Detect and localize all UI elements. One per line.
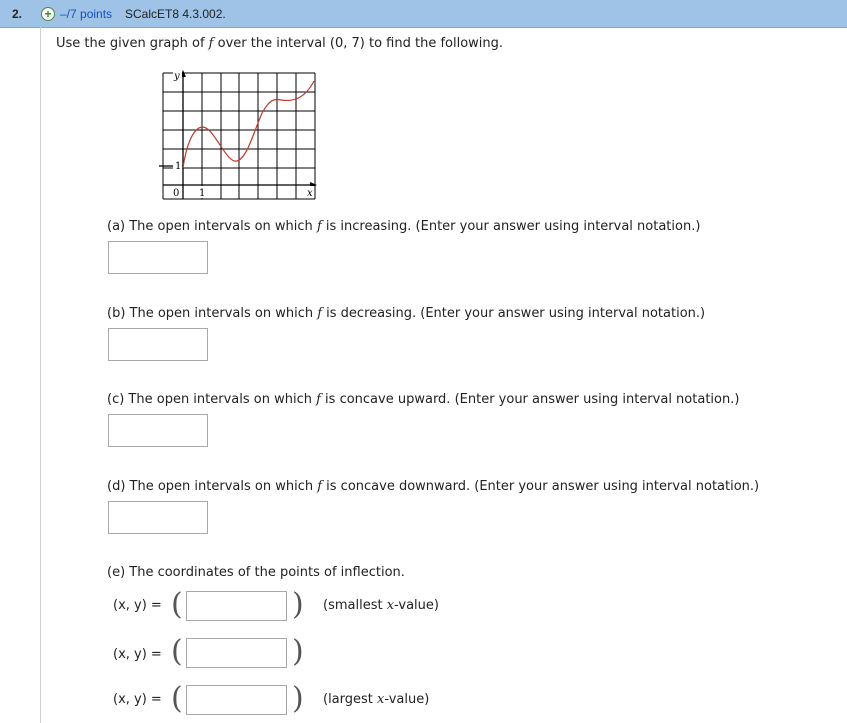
y-tick-label: 1: [175, 161, 182, 172]
inflection-3-note-prefix: (largest: [323, 692, 378, 707]
inflection-2-open-paren: (: [171, 634, 183, 669]
graph-axes: [159, 72, 315, 199]
graph-grid: [163, 73, 315, 199]
inflection-1-lhs: (x, y) =: [113, 598, 162, 613]
x-axis-label: x: [307, 188, 313, 199]
inflection-3-lhs: (x, y) =: [113, 692, 162, 707]
function-curve: [183, 81, 314, 168]
question-number: 2.: [12, 7, 23, 21]
inflection-2-input[interactable]: [186, 638, 287, 668]
part-d-func: f: [317, 479, 323, 494]
origin-label: 0: [173, 188, 180, 199]
inflection-3-input[interactable]: [186, 685, 287, 715]
part-a-prompt: [107, 219, 700, 234]
intro-text-before: Use the given graph of: [56, 36, 209, 51]
question-header: [0, 0, 847, 28]
part-d-rest: is concave downward. (Enter your answer using interval notation.): [322, 479, 760, 494]
expand-plus-icon[interactable]: +: [41, 7, 55, 21]
inflection-1-open-paren: (: [171, 587, 183, 622]
part-c-label: (c) The open intervals on which: [107, 392, 317, 407]
inflection-3-open-paren: (: [171, 681, 183, 716]
intro-text-after: over the interval (0, 7) to find the following.: [213, 36, 504, 51]
inflection-1-input[interactable]: [186, 591, 287, 621]
inflection-2-lhs: (x, y) =: [113, 647, 162, 662]
inflection-1-note: [323, 598, 439, 613]
part-b-label: (b) The open intervals on which: [107, 306, 318, 321]
y-axis-label: y: [174, 71, 180, 82]
part-a-func: f: [316, 219, 322, 234]
function-graph: [159, 68, 319, 204]
part-d-prompt: [107, 479, 759, 494]
part-c-rest: is concave upward. (Enter your answer using interval notation.): [320, 392, 740, 407]
x-tick-label: 1: [199, 188, 206, 199]
intro-func: f: [208, 36, 214, 51]
part-b-rest: is decreasing. (Enter your answer using interval notation.): [322, 306, 706, 321]
inflection-1-note-suffix: -value): [394, 598, 439, 613]
part-d-label: (d) The open intervals on which: [107, 479, 318, 494]
part-a-label: (a) The open intervals on which: [107, 219, 317, 234]
part-a-answer-input[interactable]: [108, 241, 208, 274]
inflection-2-close-paren: ): [292, 634, 304, 669]
part-c-func: f: [316, 392, 321, 407]
question-intro: [56, 36, 503, 51]
left-divider: [40, 27, 41, 723]
inflection-1-close-paren: ): [292, 587, 304, 622]
part-c-prompt: [107, 392, 739, 407]
inflection-3-note: [323, 692, 429, 707]
part-b-answer-input[interactable]: [108, 328, 208, 361]
inflection-3-note-var: x: [377, 692, 385, 707]
part-e-title: (e) The coordinates of the points of inflection.: [107, 565, 405, 580]
inflection-1-note-prefix: (smallest: [323, 598, 387, 613]
part-b-func: f: [317, 306, 323, 321]
inflection-1-note-var: x: [386, 598, 395, 613]
inflection-3-close-paren: ): [292, 681, 304, 716]
problem-code: SCalcET8 4.3.002.: [125, 7, 226, 21]
points-link[interactable]: –/7 points: [60, 7, 113, 21]
part-c-answer-input[interactable]: [108, 414, 208, 447]
part-d-answer-input[interactable]: [108, 501, 208, 534]
inflection-3-note-suffix: -value): [384, 692, 430, 707]
part-b-prompt: [107, 306, 705, 321]
part-a-rest: is increasing. (Enter your answer using interval notation.): [321, 219, 701, 234]
